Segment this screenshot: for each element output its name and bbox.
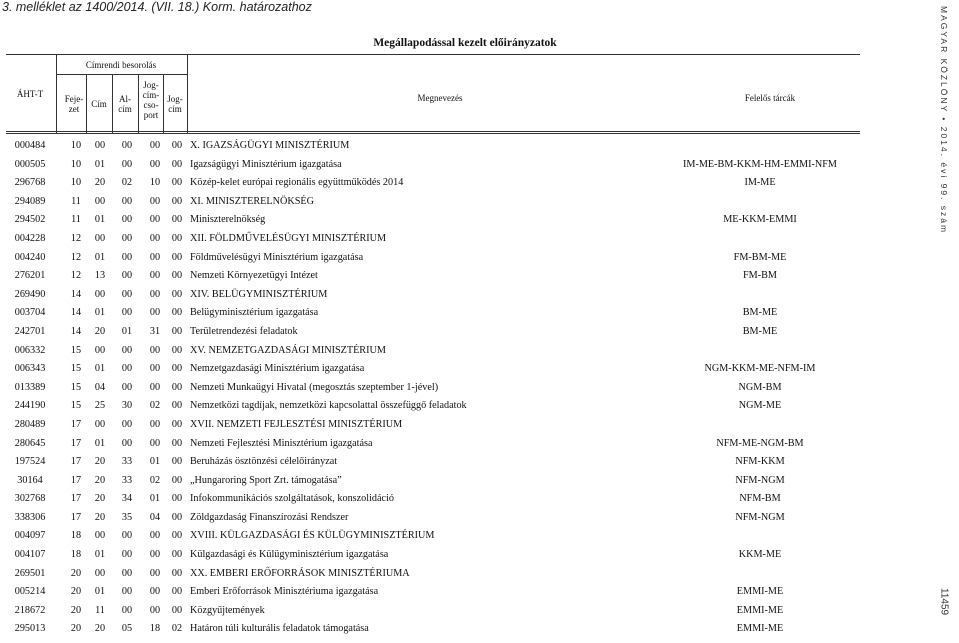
cell-aht: 269501 (14, 567, 46, 579)
cell-megnevezes: XVIII. KÜLGAZDASÁGI ÉS KÜLÜGYMINISZTÉRIUM (190, 530, 435, 542)
cell-felelos: FM-BM-ME (733, 251, 787, 263)
cell-fejezet: 10 (70, 177, 82, 189)
cell-megnevezes: Területrendezési feladatok (190, 325, 298, 337)
cell-jogcim: 00 (171, 493, 183, 505)
cell-fejezet: 15 (70, 344, 82, 356)
cell-megnevezes: „Hungaroring Sport Zrt. támogatása” (190, 474, 342, 486)
cell-felelos: NFM-BM (739, 493, 781, 505)
cell-jogcim: 00 (171, 195, 183, 207)
table-row (6, 489, 860, 508)
cell-jogcimcsoport: 00 (149, 418, 161, 430)
cell-cim: 00 (94, 140, 106, 151)
cimrendi-underline (56, 74, 187, 75)
cell-fejezet: 17 (70, 493, 82, 505)
cell-fejezet: 12 (70, 251, 82, 263)
table-row (6, 229, 860, 248)
cell-cim: 01 (94, 251, 106, 263)
table-row (6, 564, 860, 583)
cell-fejezet: 11 (71, 195, 81, 207)
cell-aht: 000505 (14, 158, 46, 170)
table-row (6, 434, 860, 453)
cell-jogcim: 00 (171, 604, 183, 616)
cell-fejezet: 14 (70, 288, 82, 300)
cell-alcim: 00 (121, 195, 133, 207)
cell-alcim: 00 (121, 140, 133, 151)
cell-jogcim: 00 (171, 363, 183, 375)
cell-aht: 006343 (14, 363, 46, 375)
cell-jogcimcsoport: 00 (149, 437, 161, 449)
cell-cim: 20 (94, 474, 106, 486)
cell-aht: 006332 (14, 344, 46, 356)
cell-megnevezes: Külgazdasági és Külügyminisztérium igazgatása (190, 549, 389, 561)
cell-alcim: 00 (121, 307, 133, 319)
cell-fejezet: 17 (70, 437, 82, 449)
cell-jogcim: 00 (171, 474, 183, 486)
table-row (6, 248, 860, 267)
cell-jogcim: 00 (171, 288, 183, 300)
cell-aht: 294089 (14, 195, 46, 207)
table-row (6, 341, 860, 360)
cell-megnevezes: Nemzeti Fejlesztési Minisztérium igazgatása (190, 437, 373, 449)
cell-jogcimcsoport: 00 (149, 604, 161, 616)
cell-megnevezes: Nemzetgazdasági Minisztérium igazgatása (190, 363, 365, 375)
table-body (6, 136, 860, 638)
journal-side-text: MAGYAR KÖZLÖNY • 2014. évi 99. szám (939, 6, 949, 235)
cell-fejezet: 14 (70, 325, 82, 337)
cell-megnevezes: XI. MINISZTERELNÖKSÉG (190, 195, 314, 207)
cell-fejezet: 17 (70, 474, 82, 486)
table-row (6, 471, 860, 490)
cell-megnevezes: Infokommunikációs szolgáltatások, konszolidáció (190, 493, 394, 505)
cell-megnevezes: X. IGAZSÁGÜGYI MINISZTÉRIUM (190, 140, 350, 151)
cell-jogcimcsoport: 00 (149, 140, 161, 151)
col-header-fejezet: Feje- zet (64, 94, 84, 114)
table-row (6, 545, 860, 564)
col-header-cimrendi: Címrendi besorolás (85, 60, 157, 70)
cell-fejezet: 18 (70, 530, 82, 542)
table-row (6, 601, 860, 620)
cell-jogcimcsoport: 02 (149, 474, 161, 486)
table-row (6, 136, 860, 155)
cell-felelos: NFM-KKM (735, 456, 785, 468)
table-row (6, 508, 860, 527)
cell-jogcim: 00 (171, 530, 183, 542)
table-row (6, 322, 860, 341)
cell-alcim: 00 (121, 232, 133, 244)
cell-alcim: 33 (121, 456, 133, 468)
col-header-jogcimcsoport: Jog- cím- cso- port (142, 80, 160, 120)
cell-fejezet: 12 (70, 270, 82, 282)
cell-jogcim: 00 (171, 158, 183, 170)
table-row (6, 582, 860, 601)
cell-jogcim: 00 (171, 381, 183, 393)
cell-megnevezes: Nemzetközi tagdíjak, nemzetközi kapcsolattal összefüggő feladatok (190, 400, 467, 412)
table-row (6, 155, 860, 174)
cell-aht: 218672 (14, 604, 46, 616)
cell-jogcim: 00 (171, 325, 183, 337)
cell-felelos: NGM-ME (738, 400, 782, 412)
cell-jogcimcsoport: 01 (149, 456, 161, 468)
cell-felelos: FM-BM (743, 270, 777, 282)
cell-aht: 276201 (14, 270, 46, 282)
cell-alcim: 34 (121, 493, 133, 505)
cell-cim: 00 (94, 530, 106, 542)
cell-cim: 01 (94, 549, 106, 561)
cell-cim: 20 (94, 493, 106, 505)
cell-jogcim: 00 (171, 567, 183, 579)
cell-megnevezes: Nemzeti Munkaügyi Hivatal (megosztás szeptember 1-jével) (190, 381, 439, 393)
cell-alcim: 02 (121, 177, 133, 189)
cell-cim: 00 (94, 418, 106, 430)
cell-cim: 20 (94, 456, 106, 468)
cell-jogcim: 00 (171, 251, 183, 263)
cell-fejezet: 17 (70, 511, 82, 523)
table-row (6, 415, 860, 434)
cell-felelos: EMMI-ME (736, 623, 784, 635)
cell-cim: 20 (94, 623, 106, 635)
cell-aht: 005214 (14, 586, 46, 598)
cell-cim: 01 (94, 437, 106, 449)
table-top-border (6, 54, 860, 55)
cell-megnevezes: Miniszterelnökség (190, 214, 266, 226)
cell-aht: 295013 (14, 623, 46, 635)
cell-megnevezes: Emberi Erőforrások Minisztériuma igazgatása (190, 586, 379, 598)
cell-jogcimcsoport: 00 (149, 232, 161, 244)
cell-cim: 04 (94, 381, 106, 393)
cell-aht: 003704 (14, 307, 46, 319)
cell-cim: 01 (94, 586, 106, 598)
cell-jogcimcsoport: 00 (149, 381, 161, 393)
table-group-title: Megállapodással kezelt előirányzatok (373, 37, 557, 49)
cell-jogcimcsoport: 00 (149, 344, 161, 356)
cell-alcim: 33 (121, 474, 133, 486)
col-header-jogcim: Jog- cím (167, 94, 183, 114)
cell-megnevezes: Közgyűjtemények (190, 604, 265, 616)
cell-fejezet: 15 (70, 400, 82, 412)
cell-alcim: 00 (121, 214, 133, 226)
cell-fejezet: 15 (70, 381, 82, 393)
cell-megnevezes: XII. FÖLDMŰVELÉSÜGYI MINISZTÉRIUM (190, 232, 387, 244)
cell-alcim: 00 (121, 530, 133, 542)
cell-jogcim: 00 (171, 177, 183, 189)
col-header-alcim: Al- cím (118, 94, 132, 114)
cell-cim: 01 (94, 158, 106, 170)
cell-felelos: EMMI-ME (736, 586, 784, 598)
cell-megnevezes: XVII. NEMZETI FEJLESZTÉSI MINISZTÉRIUM (190, 418, 403, 430)
cell-jogcimcsoport: 00 (149, 214, 161, 226)
cell-jogcimcsoport: 00 (149, 567, 161, 579)
table-row (6, 452, 860, 471)
col-header-felelos: Felelős tárcák (744, 93, 796, 103)
cell-alcim: 00 (121, 586, 133, 598)
cell-jogcimcsoport: 00 (149, 270, 161, 282)
cell-felelos: BM-ME (742, 325, 778, 337)
cell-felelos: NFM-ME-NGM-BM (716, 437, 804, 449)
cell-megnevezes: XV. NEMZETGAZDASÁGI MINISZTÉRIUM (190, 344, 386, 356)
cell-jogcimcsoport: 01 (149, 493, 161, 505)
cell-megnevezes: Nemzeti Környezetügyi Intézet (190, 270, 318, 282)
col-divider (138, 74, 139, 133)
page-number-text: 11459 (938, 588, 950, 616)
cell-megnevezes: Közép-kelet európai regionális együttműködés 2014 (190, 177, 404, 189)
cell-megnevezes: Határon túli kulturális feladatok támogatása (190, 623, 369, 635)
cell-alcim: 00 (121, 363, 133, 375)
cell-felelos: NGM-KKM-ME-NFM-IM (704, 363, 816, 375)
cell-fejezet: 11 (71, 214, 81, 226)
cell-felelos: ME-KKM-EMMI (723, 214, 797, 226)
cell-jogcimcsoport: 04 (149, 511, 161, 523)
cell-felelos: IM-ME-BM-KKM-HM-EMMI-NFM (683, 158, 837, 170)
cell-megnevezes: Zöldgazdaság Finanszírozási Rendszer (190, 511, 349, 523)
col-divider (56, 54, 57, 133)
cell-felelos: NFM-NGM (735, 474, 785, 486)
cell-jogcim: 00 (171, 456, 183, 468)
table-row (6, 210, 860, 229)
cell-fejezet: 17 (70, 456, 82, 468)
cell-fejezet: 17 (70, 418, 82, 430)
cell-aht: 197524 (14, 456, 46, 468)
cell-felelos: IM-ME (744, 177, 776, 189)
table-row (6, 396, 860, 415)
cell-cim: 01 (94, 363, 106, 375)
cell-alcim: 00 (121, 381, 133, 393)
page-number (933, 588, 955, 638)
cell-jogcim: 00 (171, 586, 183, 598)
cell-aht: 280645 (14, 437, 46, 449)
cell-fejezet: 12 (70, 232, 82, 244)
cell-alcim: 35 (121, 511, 133, 523)
table-row (6, 303, 860, 322)
table-row (6, 619, 860, 638)
cell-alcim: 00 (121, 344, 133, 356)
cell-cim: 11 (95, 604, 105, 616)
cell-aht: 294502 (14, 214, 46, 226)
cell-jogcimcsoport: 00 (149, 307, 161, 319)
cell-alcim: 00 (121, 604, 133, 616)
cell-cim: 01 (94, 307, 106, 319)
cell-jogcim: 00 (171, 140, 183, 151)
cell-aht: 004240 (14, 251, 46, 263)
table-row (6, 266, 860, 285)
cell-felelos: NGM-BM (738, 381, 782, 393)
col-divider (86, 74, 87, 133)
cell-alcim: 00 (121, 158, 133, 170)
table-row (6, 526, 860, 545)
cell-aht: 244190 (14, 400, 46, 412)
table-row (6, 378, 860, 397)
cell-jogcim: 00 (171, 400, 183, 412)
cell-cim: 20 (94, 177, 106, 189)
cell-aht: 302768 (14, 493, 46, 505)
cell-jogcimcsoport: 00 (149, 363, 161, 375)
cell-fejezet: 20 (70, 567, 82, 579)
journal-side-label (933, 6, 955, 235)
cell-aht: 30164 (17, 474, 43, 486)
cell-fejezet: 15 (70, 363, 82, 375)
table-row (6, 285, 860, 304)
cell-jogcim: 00 (171, 418, 183, 430)
cell-felelos: EMMI-ME (736, 604, 784, 616)
cell-alcim: 00 (121, 270, 133, 282)
cell-jogcimcsoport: 10 (149, 177, 161, 189)
col-divider (187, 54, 188, 133)
cell-jogcimcsoport: 18 (149, 623, 161, 635)
cell-fejezet: 20 (70, 586, 82, 598)
cell-fejezet: 20 (70, 623, 82, 635)
header-bottom-border (6, 131, 860, 134)
cell-alcim: 05 (121, 623, 133, 635)
cell-alcim: 00 (121, 437, 133, 449)
cell-cim: 00 (94, 232, 106, 244)
cell-megnevezes: Beruházás ösztönzési célelőirányzat (190, 456, 338, 468)
cell-jogcim: 00 (171, 511, 183, 523)
cell-cim: 13 (94, 270, 106, 282)
cell-megnevezes: XIV. BELÜGYMINISZTÉRIUM (190, 288, 328, 300)
cell-aht: 242701 (14, 325, 46, 337)
cell-fejezet: 10 (70, 158, 82, 170)
cell-aht: 004107 (14, 549, 46, 561)
cell-alcim: 00 (121, 418, 133, 430)
col-header-cim: Cím (91, 99, 107, 109)
cell-cim: 00 (94, 567, 106, 579)
cell-aht: 338306 (14, 511, 46, 523)
cell-megnevezes: Belügyminisztérium igazgatása (190, 307, 319, 319)
cell-aht: 000484 (14, 140, 46, 151)
cell-aht: 269490 (14, 288, 46, 300)
cell-jogcimcsoport: 00 (149, 586, 161, 598)
cell-fejezet: 18 (70, 549, 82, 561)
cell-jogcimcsoport: 00 (149, 195, 161, 207)
cell-alcim: 00 (121, 251, 133, 263)
cell-jogcim: 00 (171, 232, 183, 244)
cell-aht: 004097 (14, 530, 46, 542)
cell-felelos: KKM-ME (738, 549, 782, 561)
cell-jogcim: 00 (171, 344, 183, 356)
cell-megnevezes: Igazságügyi Minisztérium igazgatása (190, 158, 342, 170)
cell-alcim: 00 (121, 567, 133, 579)
cell-aht: 296768 (14, 177, 46, 189)
document-header: 3. melléklet az 1400/2014. (VII. 18.) Korm. határozathoz (2, 0, 312, 14)
cell-alcim: 00 (121, 288, 133, 300)
table-row (6, 359, 860, 378)
cell-cim: 00 (94, 344, 106, 356)
cell-megnevezes: Földművelésügyi Minisztérium igazgatása (190, 251, 364, 263)
cell-jogcimcsoport: 00 (149, 288, 161, 300)
table-row (6, 173, 860, 192)
col-header-aht: ÁHT-T (16, 89, 44, 99)
cell-aht: 013389 (14, 381, 46, 393)
col-divider (112, 74, 113, 133)
cell-aht: 004228 (14, 232, 46, 244)
cell-jogcim: 00 (171, 307, 183, 319)
cell-jogcimcsoport: 00 (149, 251, 161, 263)
table-row (6, 192, 860, 211)
cell-jogcim: 02 (171, 623, 183, 635)
cell-cim: 25 (94, 400, 106, 412)
cell-jogcim: 00 (171, 549, 183, 561)
cell-cim: 20 (94, 511, 106, 523)
cell-alcim: 30 (121, 400, 133, 412)
cell-jogcimcsoport: 00 (149, 549, 161, 561)
cell-fejezet: 14 (70, 307, 82, 319)
cell-felelos: BM-ME (742, 307, 778, 319)
cell-fejezet: 20 (70, 604, 82, 616)
cell-alcim: 00 (121, 549, 133, 561)
cell-alcim: 01 (121, 325, 133, 337)
cell-fejezet: 10 (70, 140, 82, 151)
cell-jogcimcsoport: 02 (149, 400, 161, 412)
cell-jogcimcsoport: 00 (149, 158, 161, 170)
cell-jogcimcsoport: 31 (149, 325, 161, 337)
cell-jogcim: 00 (171, 270, 183, 282)
cell-cim: 01 (94, 214, 106, 226)
cell-cim: 20 (94, 325, 106, 337)
col-divider (163, 74, 164, 133)
cell-aht: 280489 (14, 418, 46, 430)
col-header-megnevezes: Megnevezés (417, 93, 463, 103)
cell-jogcimcsoport: 00 (149, 530, 161, 542)
cell-megnevezes: XX. EMBERI ERŐFORRÁSOK MINISZTÉRIUMA (190, 567, 410, 579)
cell-cim: 00 (94, 195, 106, 207)
cell-jogcim: 00 (171, 437, 183, 449)
cell-jogcim: 00 (171, 214, 183, 226)
cell-felelos: NFM-NGM (735, 511, 785, 523)
cell-cim: 00 (94, 288, 106, 300)
